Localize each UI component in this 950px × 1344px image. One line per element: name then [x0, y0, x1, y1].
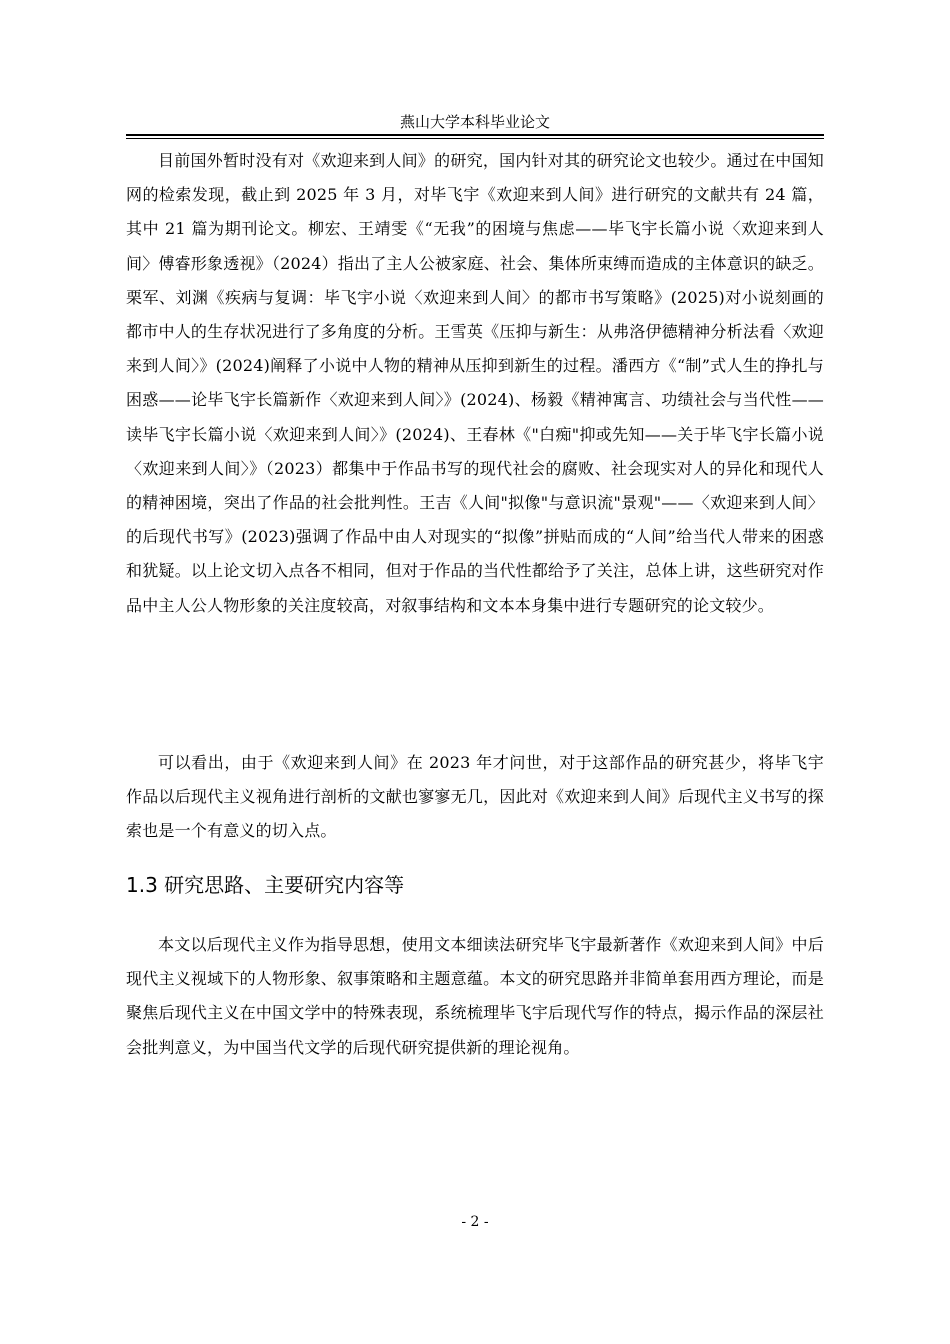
running-header: 燕山大学本科毕业论文	[399, 113, 550, 131]
header-rule	[126, 134, 824, 136]
section-heading: 1.3 研究思路、主要研究内容等	[126, 873, 405, 897]
page-number: - 2 -	[461, 1214, 489, 1230]
research-approach-paragraph: 本文以后现代主义作为指导思想，使用文本细读法研究毕飞宇最新著作《欢迎来到人间》中后现代主义视域下的人物形象、叙事策略和主题意蕴。本文的研究思路并非简单套用西方理论，而是聚焦后现代主义在中国文学中的特殊表现，系统梳理毕飞宇后现代写作的特点，揭示作品的深层社会批判意义，为中国当代文学的后现代研究提供新的理论视角。	[126, 935, 824, 1057]
literature-review-paragraph: 目前国外暂时没有对《欢迎来到人间》的研究，国内针对其的研究论文也较少。通过在中国知网的检索发现，截止到 2025 年 3 月，对毕飞宇《欢迎来到人间》进行研究的文献共有 24 篇，其中 21 篇为期刊论文。柳宏、王靖雯《“无我”的困境与焦虑——毕飞宇长篇小说〈欢迎来到人间〉傅睿形象透视》（2024）指出了主人公被家庭、社会、集体所束缚而造成的主体意识的缺乏。栗军、刘渊《疾病与复调：毕飞宇小说〈欢迎来到人间〉的都市书写策略》(2025)对小说刻画的都市中人的生存状况进行了多角度的分析。王雪英《压抑与新生：从弗洛伊德精神分析法看〈欢迎来到人间〉》(2024)阐释了小说中人物的精神从压抑到新生的过程。潘西方《“制”式人生的挣扎与困惑——论毕飞宇长篇新作〈欢迎来到人间〉》(2024)、杨毅《精神寓言、功绩社会与当代性——读毕飞宇长篇小说〈欢迎来到人间〉》(2024)、王春林《"白痴"抑或先知——关于毕飞宇长篇小说〈欢迎来到人间〉》（2023）都集中于作品书写的现代社会的腐败、社会现实对人的异化和现代人的精神困境，突出了作品的社会批判性。王吉《人间"拟像"与意识流"景观"——〈欢迎来到人间〉的后现代书写》(2023)强调了作品中由人对现实的“拟像”拼贴而成的“人间”给当代人带来的困惑和犹疑。以上论文切入点各不相同，但对于作品的当代性都给予了关注，总体上讲，这些研究对作品中主人公人物形象的关注度较高，对叙事结构和文本本身集中进行专题研究的论文较少。	[126, 151, 824, 615]
header-rule-thin	[126, 138, 824, 139]
research-gap-paragraph: 可以看出，由于《欢迎来到人间》在 2023 年才问世，对于这部作品的研究甚少，将毕飞宇作品以后现代主义视角进行剖析的文献也寥寥无几，因此对《欢迎来到人间》后现代主义书写的探索也是一个有意义的切入点。	[126, 753, 824, 841]
